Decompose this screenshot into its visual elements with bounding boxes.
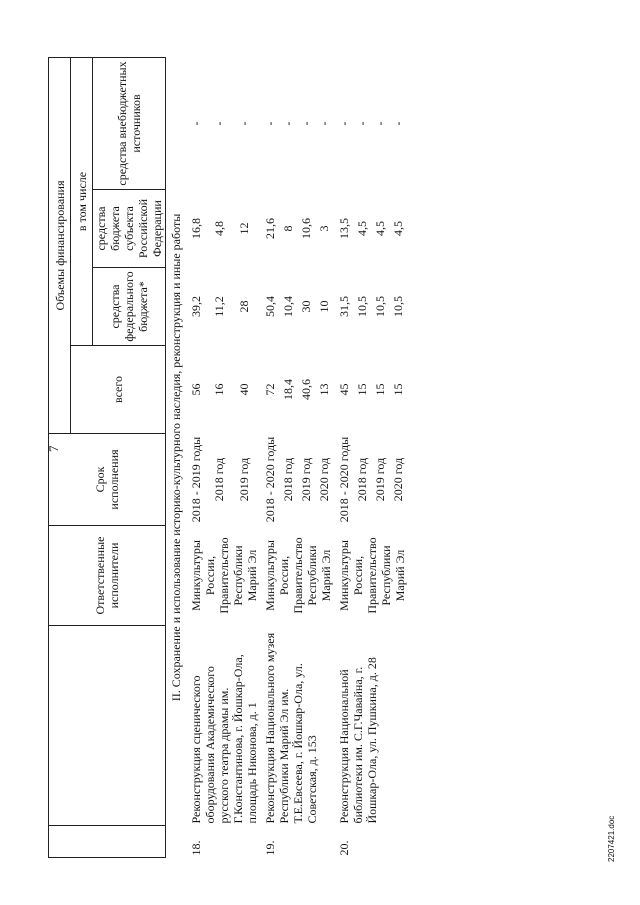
cell-federal: 50,4: [263, 296, 277, 317]
cell-federal: 10: [316, 300, 331, 313]
row-number: 20.: [337, 840, 351, 856]
cell-federal: 28: [236, 300, 251, 313]
page-number: 7: [46, 445, 61, 452]
cell-total: 56: [189, 383, 203, 396]
cell-term: 2020 год: [316, 457, 331, 502]
cell-extra: -: [212, 121, 227, 126]
table-row: [263, 57, 279, 857]
cell-total: 72: [263, 383, 277, 396]
cell-regional: 4,5: [372, 221, 387, 236]
cell-federal: 39,2: [189, 296, 203, 317]
row-number: 18.: [189, 840, 203, 856]
cell-regional: 3: [316, 225, 331, 232]
cell-regional: 21,6: [263, 218, 277, 239]
table-row: [337, 57, 353, 857]
header-term: Срок исполнения: [49, 434, 166, 526]
row-responsible: Минкультуры России, Правительство Республики Марий Эл: [189, 537, 259, 614]
cell-total: 40,6: [298, 379, 313, 400]
header-including: в том числе: [71, 57, 93, 345]
cell-regional: 4,5: [390, 221, 405, 236]
cell-regional: 13,5: [337, 218, 351, 239]
cell-extra: -: [354, 121, 369, 126]
row-number: 19.: [263, 840, 277, 856]
funding-table: [48, 57, 411, 858]
row-responsible: Минкультуры России, Правительство Республики Марий Эл: [337, 537, 407, 614]
cell-term: 2019 год: [372, 457, 387, 502]
cell-term: 2018 год: [280, 457, 295, 502]
cell-regional: 16,8: [189, 218, 203, 239]
cell-federal: 10,5: [372, 296, 387, 317]
cell-term: 2019 год: [236, 457, 251, 502]
cell-extra: -: [189, 121, 203, 126]
header-responsible: Ответственные исполнители: [49, 526, 166, 626]
cell-extra: -: [236, 121, 251, 126]
header-funding: Объемы финансирования: [49, 57, 71, 433]
cell-term: 2018 - 2019 годы: [189, 436, 203, 523]
header-number: [49, 826, 166, 858]
row-responsible: Минкультуры России, Правительство Республики Марий Эл: [263, 537, 333, 614]
cell-term: 2018 - 2020 годы: [337, 436, 351, 523]
rotated-table-container: [48, 58, 508, 858]
cell-extra: -: [390, 121, 405, 126]
cell-total: 15: [390, 383, 405, 396]
cell-term: 2019 год: [298, 457, 313, 502]
cell-regional: 4,8: [212, 221, 227, 236]
cell-federal: 30: [298, 300, 313, 313]
cell-term: 2018 год: [212, 457, 227, 502]
cell-total: 18,4: [280, 379, 295, 400]
cell-total: 40: [236, 383, 251, 396]
row-title: Реконструкция Национальной библиотеки им. С.Г.Чавайна, г. Йошкар-Ола, ул. Пушкина, д. 28: [337, 657, 379, 824]
header-regional: средства бюджета субъекта Российской Федерации: [93, 190, 166, 268]
cell-federal: 31,5: [337, 296, 351, 317]
cell-extra: -: [372, 121, 387, 126]
cell-total: 15: [354, 383, 369, 396]
cell-extra: -: [298, 121, 313, 126]
cell-regional: 10,6: [298, 218, 313, 239]
cell-term: 2018 - 2020 годы: [263, 436, 277, 523]
cell-regional: 12: [236, 222, 251, 235]
cell-extra: -: [337, 121, 351, 126]
section-title: II. Сохранение и использование историко-культурного наследия, реконструкция и иные работы: [169, 213, 183, 702]
row-title: Реконструкция сценического оборудования Академического русского театра драмы им. Г.Константинова, г. Йошкар-Ола, площадь Никонова, д. 1: [189, 654, 259, 824]
cell-extra: -: [263, 121, 277, 126]
row-title: Реконструкция Национального музея Республики Марий Эл им. Т.Е.Евсеева, г. Йошкар-Ола, ул. Советская, д. 153: [263, 632, 319, 824]
cell-extra: -: [280, 121, 295, 126]
cell-total: 15: [372, 383, 387, 396]
cell-term: 2020 год: [390, 457, 405, 502]
header-federal: средства федерального бюджета*: [93, 268, 166, 346]
cell-federal: 10,5: [354, 296, 369, 317]
cell-federal: 10,5: [390, 296, 405, 317]
cell-total: 16: [212, 383, 227, 396]
row-gap: [407, 57, 411, 857]
cell-total: 45: [337, 383, 351, 396]
header-total: всего: [71, 346, 166, 434]
file-footer: 2207421.doc: [607, 815, 616, 862]
header-extra: средства внебюджетных источников: [93, 57, 166, 189]
table-body: [166, 57, 412, 857]
cell-term: 2018 год: [354, 457, 369, 502]
cell-total: 13: [316, 383, 331, 396]
table-row: [189, 57, 210, 857]
header-title: [49, 626, 166, 826]
cell-federal: 11,2: [212, 296, 227, 317]
cell-regional: 8: [280, 225, 295, 232]
cell-extra: -: [316, 121, 331, 126]
cell-federal: 10,4: [280, 296, 295, 317]
cell-regional: 4,5: [354, 221, 369, 236]
row-gap-cell: [407, 57, 411, 857]
